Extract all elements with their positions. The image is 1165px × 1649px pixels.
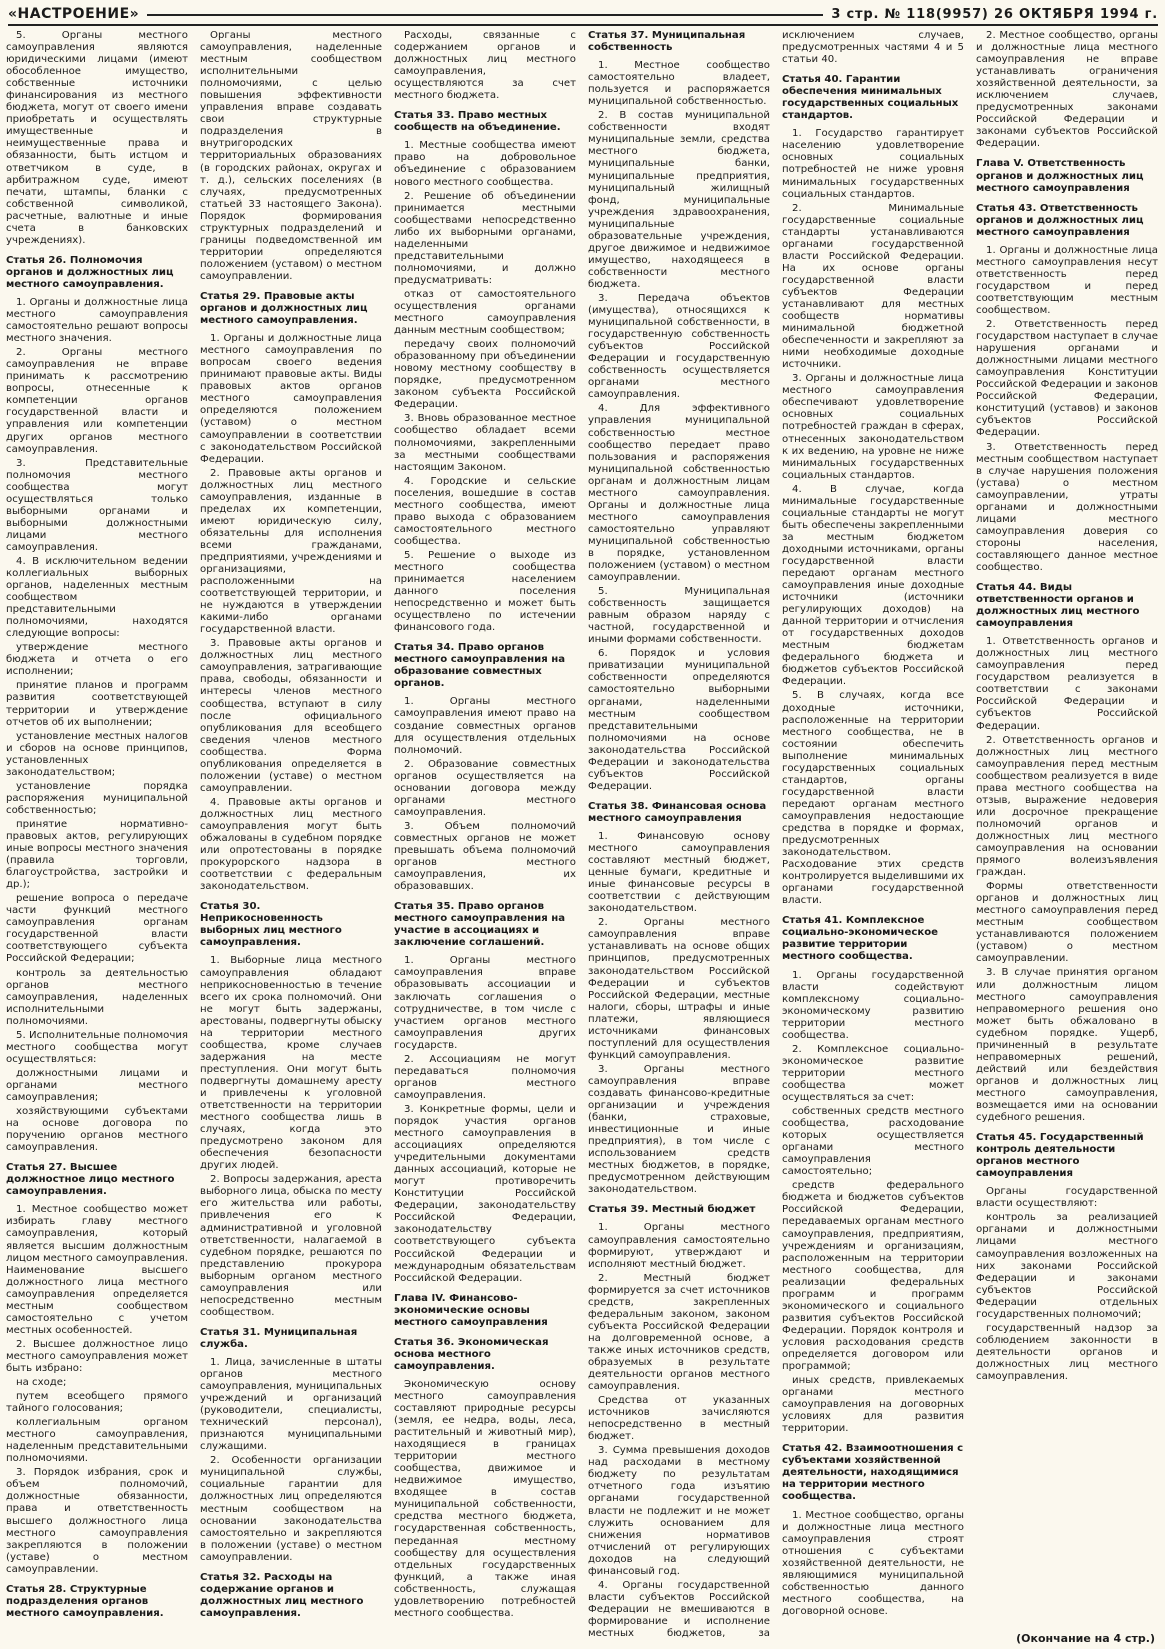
article-paragraph: отказ от самостоятельного осуществления органами местного самоуправления данным местным сообществом;: [394, 288, 576, 337]
article-paragraph: 2. Органы местного самоуправления не вправе принимать к рассмотрению вопросы, отнесенные к компетенции органов государственной власти и управления или компетенции других органов местного самоуправления.: [6, 347, 188, 455]
article-paragraph: Экономическую основу местного самоуправления составляют природные ресурсы (земля, ее недра, воды, леса, растительный и животный мир), находящиеся в границах территории местного сообщества, движимое и недвижимое имущество, входящее в состав муниципальной собственности, средства местного бюджета, государственная собственность, переданная местному сообществу для осуществления отдельных государственных функций, а также иная собственность, служащая удовлетворению потребностей местного сообщества.: [394, 1378, 576, 1619]
article-paragraph: 1. Местное сообщество, органы и должностные лица местного самоуправления строят отношения с субъектами хозяйственной деятельности, не являющимися муниципальной собственностью данного местного сообщества, на договорной основе.: [782, 1509, 964, 1617]
article-columns: [6, 30, 1158, 1642]
article-heading: Статья 32. Расходы на содержание органов и должностных лиц местного самоуправления.: [200, 1571, 364, 1619]
article-heading: Статья 27. Высшее должностное лицо местного самоуправления.: [6, 1162, 175, 1198]
article-heading: Статья 26. Полномочия органов и должностных лиц местного самоуправления.: [6, 254, 174, 290]
article-paragraph: коллегиальным органом местного самоуправления, наделенным представительными полномочиями.: [6, 1417, 188, 1465]
article-paragraph: 3. Порядок избрания, срок и объем полномочий, должностные обязанности, права и ответственность высшего должностного лица местного самоуправления закрепляются в положении (уставе) о местном самоуправлении.: [6, 1467, 188, 1575]
article-paragraph: 1. Выборные лица местного самоуправления обладают неприкосновенностью в течение всего их срока полномочий. Они не могут быть задержаны, арестованы, подвергнуты обыску на территории местного сообщества, кроме случаев задержания на месте преступления. Они могут быть подвергнуты домашнему аресту и привлечены к уголовной ответственности на территории местного сообщества лишь в случаях, когда это предусмотрено законом для обеспечения безопасности других людей.: [200, 955, 382, 1172]
article-paragraph: государственный надзор за соблюдением законности в деятельности органов и должностных лиц местного самоуправления.: [976, 1322, 1158, 1382]
article-heading: Статья 37. Муниципальная собственность: [588, 30, 746, 54]
article-paragraph: принятие планов и программ развития соответствующей территории и утверждение отчетов об их выполнении;: [6, 680, 188, 728]
article-paragraph: 1. Органы и должностные лица местного самоуправления по вопросам своего ведения принимают правовые акты. Виды правовых актов органов местного самоуправления определяются положением (уставом) о местном самоуправлении в соответствии с законодательством Российской Федерации.: [200, 333, 382, 465]
article-paragraph: 1. Лица, зачисленные в штаты органов местного самоуправления, муниципальных учреждений и организаций (руководители, специалисты, технический персонал), признаются муниципальными служащими.: [200, 1356, 382, 1453]
issue-info: 3 стр. № 118(9957) 26 ОКТЯБРЯ 1994 г.: [831, 7, 1158, 22]
article-paragraph: 5. Исполнительные полномочия местного сообщества могут осуществляться:: [6, 1029, 188, 1065]
continuation-note: (Окончание на 4 стр.): [1010, 1632, 1155, 1645]
article-paragraph: 1. Органы и должностные лица местного самоуправления самостоятельно решают вопросы местного значения.: [6, 296, 188, 345]
article-paragraph: 2. Особенности организации муниципальной службы, социальные гарантии для должностных лиц определяются местным сообществом на основании законодательства самостоятельно и закрепляются в положении (уставе) о местном самоуправлении.: [200, 1455, 382, 1563]
article-paragraph: 1. Местные сообщества имеют право на добровольное объединение с образованием нового местного сообщества.: [394, 140, 576, 188]
article-paragraph: 4. Правовые акты органов и должностных лиц местного самоуправления могут быть обжалованы в судебном порядке или опротестованы в порядке прокурорского надзора в соответствии с федеральным законодательством.: [200, 796, 382, 893]
article-paragraph: 2. Органы местного самоуправления вправе устанавливать на основе общих принципов, предусмотренных законодательством Российской Федерации и субъектов Российской Федерации, местные налоги, сборы, штрафы и иные платежи, являющиеся источниками финансовых поступлений для осуществления функций самоуправления.: [588, 917, 770, 1061]
article-paragraph: 3. Передача объектов (имущества), относящихся к муниципальной собственности, в государственную собственность субъектов Российской Федерации и государственную собственность осуществляется органами местного самоуправления.: [588, 292, 770, 401]
article-paragraph: 1. Органы государственной власти содействуют комплексному социально-экономическому развитию территории местного сообщества.: [782, 969, 964, 1041]
article-heading: Статья 28. Структурные подразделения органов местного самоуправления.: [6, 1583, 164, 1619]
article-paragraph: установление местных налогов и сборов на основе принципов, установленных законодательством;: [6, 730, 188, 778]
article-paragraph: 2. Вопросы задержания, ареста выборного лица, обыска по месту его жительства или работы, привлечения его к административной и уголовной ответственности, налагаемой в судебном порядке, решаются по представлению прокурора выборным органом местного самоуправления или непосредственно местным сообществом.: [200, 1174, 382, 1318]
article-heading: Глава V. Ответственность органов и должностных лиц местного самоуправления: [976, 158, 1144, 194]
article-paragraph: Формы ответственности органов и должностных лиц местного самоуправления перед местным сообществом устанавливаются положением (уставом) о местном самоуправлении.: [976, 881, 1158, 965]
article-paragraph: 3. Конкретные формы, цели и порядок участия органов местного самоуправления в ассоциациях определяются учредительными документами данных ассоциаций, которые не могут противоречить Конституции Российской Федерации, законодательству Российской Федерации, законодательству соответствующего субъекта Российской Федерации и международным обязательствам Российской Федерации.: [394, 1103, 576, 1284]
article-heading: Статья 39. Местный бюджет: [588, 1204, 756, 1216]
article-heading: Статья 38. Финансовая основа местного самоуправления: [588, 800, 767, 824]
article-paragraph: 1. Органы и должностные лица местного самоуправления несут ответственность перед государством и перед соответствующим местным сообществом.: [976, 244, 1158, 316]
article-paragraph: 5. В случаях, когда все доходные источники, расположенные на территории местного сообщества, не в состоянии обеспечить выполнение минимальных государственных социальных стандартов, органы государственной власти передают органам местного самоуправления недостающие средства в порядке и формах, предусмотренных законодательством. Расходование этих средств контролируется выделившими их органами государственной власти.: [782, 690, 964, 907]
article-paragraph: хозяйствующими субъектами на основе договора по поручению органов местного самоуправления.: [6, 1106, 188, 1154]
article-paragraph: установление порядка распоряжения муниципальной собственностью;: [6, 780, 188, 816]
article-paragraph: контроль за реализацией органами и должностными лицами местного самоуправления возложенных на них законами Российской Федерации и законами субъектов Российской Федерации отдельных государственных полномочий;: [976, 1212, 1158, 1320]
article-paragraph: Средства от указанных источников зачисляются непосредственно в местный бюджет.: [588, 1395, 770, 1443]
article-paragraph: 3. Объем полномочий совместных органов не может превышать объема полномочий органов местного самоуправления, их образовавших.: [394, 820, 576, 893]
article-paragraph: 1. Органы местного самоуправления вправе образовывать ассоциации и заключать соглашения о сотрудничестве, в том числе с участием органов местного самоуправления других государств.: [394, 955, 576, 1051]
article-paragraph: решение вопроса о передаче части функций местного самоуправления органам государственной власти соответствующего субъекта Российской Федерации;: [6, 893, 188, 965]
article-paragraph: 3. Органы и должностные лица местного самоуправления обеспечивают удовлетворение основных социальных потребностей граждан в сферах, отнесенных законодательством к их ведению, на уровне не ниже минимальных государственных социальных стандартов.: [782, 373, 964, 481]
article-paragraph: 2. Высшее должностное лицо местного самоуправления может быть избрано:: [6, 1338, 188, 1374]
article-heading: Статья 45. Государственный контроль деятельности органов местного самоуправления: [976, 1132, 1144, 1180]
article-paragraph: 3. Вновь образованное местное сообщество обладает всеми полномочиями, закрепленными за местными сообществами настоящим Законом.: [394, 413, 576, 473]
article-paragraph: 1. Местное сообщество самостоятельно владеет, пользуется и распоряжается муниципальной собственностью.: [588, 60, 770, 108]
article-paragraph: путем всеобщего прямого тайного голосования;: [6, 1391, 188, 1415]
article-paragraph: 2. Ассоциациям не могут передаваться полномочия органов местного самоуправления.: [394, 1053, 576, 1101]
article-paragraph: Органы местного самоуправления, наделенные местным сообществом исполнительными полномочиями, с целью повышения эффективности управления вправе создавать свои структурные подразделения в внутригородских территориальных образованиях (в городских районах, округах и т. д.), сельских поселениях (в случаях, предусмотренных статьей 33 настоящего Закона). Порядок формирования структурных подразделений и границы подведомственной им территории определяются положением (уставом) о местном самоуправлении.: [200, 30, 382, 282]
article-paragraph: 5. Органы местного самоуправления являются юридическими лицами (имеют обособленное имущество, собственные источники финансирования из местного бюджета, могут от своего имени приобретать и осуществлять имущественные и неимущественные права и обязанности, быть истцом и ответчиком в суде, в арбитражном суде, имеют печати, штампы, бланки с собственной символикой, расчетные, валютные и иные счета в банковских учреждениях).: [6, 30, 188, 246]
article-heading: Статья 31. Муниципальная служба.: [200, 1326, 358, 1350]
article-paragraph: 1. Государство гарантирует населению удовлетворение основных социальных потребностей не ниже уровня минимальных государственных социальных стандартов.: [782, 128, 964, 200]
article-paragraph: Расходы, связанные с содержанием органов и должностных лиц местного самоуправления, осуществляются за счет местного бюджета.: [394, 30, 576, 102]
article-heading: Статья 40. Гарантии обеспечения минимальных государственных социальных стандартов.: [782, 74, 959, 122]
article-paragraph: 5. Решение о выходе из местного сообщества принимается населением данного поселения непосредственно и может быть осуществлено по истечении финансового года.: [394, 549, 576, 634]
article-heading: Статья 36. Экономическая основа местного самоуправления.: [394, 1336, 549, 1372]
article-paragraph: 1. Финансовую основу местного самоуправления составляют местный бюджет, ценные бумаги, кредитные и иные финансовые ресурсы в соответствии с действующим законодательством.: [588, 831, 770, 915]
article-heading: Глава IV. Финансово-экономические основы местного самоуправления: [394, 1292, 548, 1328]
article-paragraph: на сходе;: [16, 1377, 67, 1389]
masthead: [8, 0, 1158, 26]
article-heading: Статья 43. Ответственность органов и должностных лиц местного самоуправления: [976, 202, 1144, 238]
article-paragraph: 4. Органы государственной власти субъектов Российской Федерации не вмешиваются в формирование и исполнение местных бюджетов, за исключением случаев, предусмотренных частями 4 и 5 статьи 40.: [588, 30, 964, 1639]
article-heading: Статья 41. Комплексное социально-экономическое развитие территории местного сообщества.: [782, 915, 939, 963]
article-paragraph: 4. Для эффективного управления муниципальной собственностью местное сообщество передает право пользования и распоряжения муниципальной собственностью органам и должностным лицам местного самоуправления. Органы и должностные лица местного самоуправления самостоятельно управляют муниципальной собственностью в порядке, установленном положением (уставом) о местном самоуправлении.: [588, 403, 770, 584]
article-paragraph: Органы государственной власти осуществляют:: [976, 1186, 1158, 1210]
article-heading: Статья 34. Право органов местного самоуправления на образование совместных органов.: [394, 642, 566, 690]
article-heading: Статья 44. Виды ответственности органов и должностных лиц местного самоуправления: [976, 582, 1140, 630]
article-paragraph: 2. Правовые акты органов и должностных лиц местного самоуправления, изданные в пределах их компетенции, имеют юридическую силу, обязательны для исполнения всеми гражданами, предприятиями, учреждениями и организациями, расположенными на соответствующей территории, и не нуждаются в утверждении какими-либо органами государственной власти.: [200, 467, 382, 636]
article-paragraph: средств федерального бюджета и бюджетов субъектов Российской Федерации, передаваемых органам местного самоуправления, предприятиям, учреждениям и организациям, расположенным на территории местного сообщества, для реализации федеральных программ и программ экономического и социального развития субъектов Российской Федерации. Порядок контроля и условия расходования средств определяется договором или программой;: [782, 1180, 964, 1373]
article-paragraph: 2. Ответственность органов и должностных лиц местного самоуправления перед местным сообществом реализуется в виде права местного сообщества на отзыв, выражение недоверия или досрочное прекращение полномочий органов и должностных лиц местного самоуправления на основании прямого волеизъявления граждан.: [976, 734, 1158, 879]
article-heading: Статья 29. Правовые акты органов и должностных лиц местного самоуправления.: [200, 290, 368, 327]
article-paragraph: 1. Органы местного самоуправления имеют право на создание совместных органов для осуществления отдельных полномочий.: [394, 696, 576, 756]
article-paragraph: принятие нормативно-правовых актов, регулирующих иные вопросы местного значения (правила торговли, благоустройства, застройки и др.);: [6, 818, 188, 891]
article-paragraph: 3. Представительные полномочия местного сообщества могут осуществляться только выборными органами и выборными должностными лицами местного самоуправления.: [6, 457, 188, 553]
article-heading: Статья 30. Неприкосновенность выборных лиц местного самоуправления.: [200, 901, 342, 949]
article-paragraph: 3. Правовые акты органов и должностных лиц местного самоуправления, затрагивающие права, свободы, обязанности и интересы членов местного сообщества, вступают в силу после официального опубликования для всеобщего сведения членов местного сообщества. Форма опубликования определяется в положении (уставе) о местном самоуправлении.: [200, 638, 382, 794]
article-paragraph: 3. В случае принятия органом или должностным лицом местного самоуправления неправомерного решения оно может быть обжаловано в судебном порядке. Ущерб, причиненный в результате неправомерных решений, действий или бездействия органов и должностных лиц местного самоуправления, возмещается ими на основании судебного решения.: [976, 967, 1158, 1124]
article-heading: Статья 33. Право местных сообществ на объединение.: [394, 110, 561, 134]
article-paragraph: 3. Ответственность перед местным сообществом наступает в случае нарушения положения (устава) о местном самоуправлении, утраты органами и должностными лицами местного самоуправления доверия со стороны населения, составляющего данное местное сообщество.: [976, 441, 1158, 573]
article-paragraph: 1. Ответственность органов и должностных лиц местного самоуправления перед государством реализуется в соответствии с законами Российской Федерации и субъектов Российской Федерации.: [976, 636, 1158, 732]
article-heading: Статья 35. Право органов местного самоуправления на участие в ассоциациях и заключение соглашений.: [394, 901, 566, 949]
article-heading: Статья 42. Взаимоотношения с субъектами хозяйственной деятельности, находящимися на территории местного сообщества.: [782, 1443, 964, 1503]
section-title: «НАСТРОЕНИЕ»: [8, 6, 140, 22]
article-paragraph: 2. В состав муниципальной собственности входят муниципальные земли, средства местного бюджета, муниципальные банки, муниципальные предприятия, муниципальный жилищный фонд, муниципальные учреждения здравоохранения, муниципальные образовательные учреждения, другое движимое и недвижимое имущество, находящееся в собственности местного бюджета.: [588, 110, 770, 290]
article-paragraph: 1. Органы местного самоуправления самостоятельно формируют, утверждают и исполняют местный бюджет.: [588, 1222, 770, 1270]
article-paragraph: должностными лицами и органами местного самоуправления;: [6, 1067, 188, 1103]
article-paragraph: 2. Минимальные государственные социальные стандарты устанавливаются органами государственной власти Российской Федерации. На их основе органы государственной власти субъектов Федерации устанавливают для местных сообществ нормативы минимальной бюджетной обеспеченности и закрепляют за ними необходимые доходные источники.: [782, 202, 964, 371]
article-paragraph: 5. Муниципальная собственность защищается равным образом наряду с частной, государственной и иными формами собственности.: [588, 586, 770, 646]
article-paragraph: 4. Городские и сельские поселения, вошедшие в состав местного сообщества, имеют право выхода с образованием самостоятельного местного сообщества.: [394, 475, 576, 547]
article-paragraph: 6. Порядок и условия приватизации муниципальной собственности определяются самостоятельно выборными органами, наделенными местным сообществом представительными полномочиями на основе законодательства Российской Федерации и законодательства субъектов Российской Федерации.: [588, 648, 770, 792]
article-paragraph: утверждение местного бюджета и отчета о его исполнении;: [6, 642, 188, 678]
article-paragraph: 3. Органы местного самоуправления вправе создавать финансово-кредитные организации и учреждения (банки, страховые, инвестиционные и иные предприятия), в том числе с использованием средств местных бюджетов, в порядке, предусмотренном действующим законодательством.: [588, 1063, 770, 1196]
article-paragraph: 1. Местное сообщество может избирать главу местного самоуправления, который является высшим должностным лицом местного самоуправления. Наименование высшего должностного лица местного самоуправления определяется местным сообществом самостоятельно с учетом местных особенностей.: [6, 1204, 188, 1336]
article-paragraph: 2. Ответственность перед государством наступает в случае нарушения органами и должностными лицами местного самоуправления Конституции Российской Федерации и законов Российской Федерации, конституций (уставов) и законов субъектов Российской Федерации.: [976, 319, 1158, 439]
article-paragraph: контроль за деятельностью органов местного самоуправления, наделенных исполнительными полномочиями.: [6, 967, 188, 1027]
article-paragraph: 2. Решение об объединении принимается местными сообществами непосредственно либо их выборными органами, наделенными представительными полномочиями, и должно предусматривать:: [394, 190, 576, 286]
article-paragraph: 2. Образование совместных органов осуществляется на основании договора между органами местного самоуправления.: [394, 758, 576, 818]
article-paragraph: передачу своих полномочий образованному при объединении новому местному сообществу в порядке, предусмотренном законом субъекта Российской Федерации.: [394, 339, 576, 411]
article-paragraph: 4. В исключительном ведении коллегиальных выборных органов, наделенных местным сообществом представительными полномочиями, находятся следующие вопросы:: [6, 555, 188, 640]
article-paragraph: 2. Местное сообщество, органы и должностные лица местного самоуправления не вправе устанавливать ограничения хозяйственной деятельности, за исключением случаев, предусмотренных законами Российской Федерации и законами субъектов Российской Федерации.: [976, 30, 1158, 150]
header-rule: [147, 14, 823, 16]
article-paragraph: 2. Комплексное социально-экономическое развитие территории местного сообщества может осуществляться за счет:: [782, 1043, 964, 1103]
article-paragraph: 2. Местный бюджет формируется за счет источников средств, закрепленных федеральным законом, законом субъекта Российской Федерации на долговременной основе, а также иных источников средств, образуемых в результате деятельности органов местного самоуправления.: [588, 1272, 770, 1393]
article-paragraph: собственных средств местного сообщества, расходование которых осуществляется органами местного самоуправления самостоятельно;: [782, 1106, 964, 1178]
article-paragraph: 4. В случае, когда минимальные государственные социальные стандарты не могут быть обеспечены закрепленными за местным бюджетом доходными источниками, органы государственной власти передают органам местного самоуправления иные доходные источники (источники регулирующих доходов) на данной территории и отчисления от государственных доходов местным бюджетам федерального бюджета и бюджетов субъектов Российской Федерации.: [782, 483, 964, 688]
article-paragraph: иных средств, привлекаемых органами местного самоуправления на договорных условиях для развития территории.: [782, 1375, 964, 1435]
article-paragraph: 3. Сумма превышения доходов над расходами в местному бюджету по результатам отчетного года изъятию органами государственной власти не подлежит и не может служить основанием для снижения нормативов отчислений от регулирующих доходов на следующий финансовый год.: [588, 1445, 770, 1577]
